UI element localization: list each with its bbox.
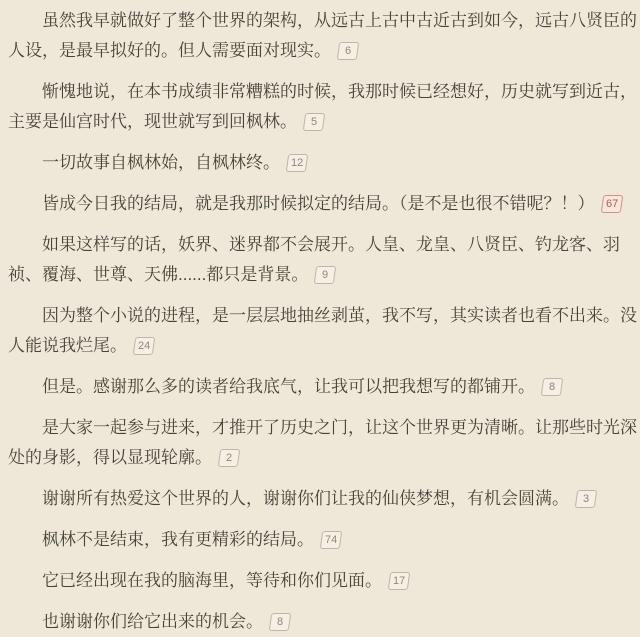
comment-count-badge[interactable] xyxy=(575,490,598,508)
comment-count-badge[interactable] xyxy=(303,113,326,131)
paragraph-list xyxy=(8,6,640,637)
paragraph xyxy=(8,301,640,361)
comment-count-badge[interactable] xyxy=(388,572,411,590)
paragraph xyxy=(8,77,640,137)
paragraph xyxy=(8,189,640,219)
comment-count-value: 5 xyxy=(310,116,318,128)
paragraph xyxy=(8,566,640,596)
comment-count-value: 3 xyxy=(582,493,590,505)
paragraph-text: 但是。感谢那么多的读者给我底气，让我可以把我想写的都铺开。 xyxy=(42,377,535,396)
comment-count-value: 2 xyxy=(225,452,233,464)
comment-count-badge[interactable] xyxy=(218,449,241,467)
paragraph-text: 它已经出现在我的脑海里，等待和你们见面。 xyxy=(42,571,382,590)
comment-count-value: 9 xyxy=(322,269,329,281)
comment-count-value: 67 xyxy=(605,198,618,210)
paragraph xyxy=(8,372,640,402)
paragraph xyxy=(8,230,640,290)
comment-count-badge[interactable] xyxy=(133,337,156,355)
comment-count-value: 74 xyxy=(325,534,338,546)
paragraph-text: 也谢谢你们给它出来的机会。 xyxy=(42,612,263,631)
paragraph-text: 皆成今日我的结局，就是我那时候拟定的结局。（是不是也很不错呢？！） xyxy=(42,194,595,213)
paragraph xyxy=(8,148,640,178)
paragraph xyxy=(8,525,640,555)
comment-count-badge[interactable] xyxy=(314,266,337,284)
comment-count-value: 17 xyxy=(393,575,406,587)
paragraph-text: 一切故事自枫林始，自枫林终。 xyxy=(42,153,280,172)
comment-count-value: 6 xyxy=(344,45,352,57)
paragraph xyxy=(8,413,640,473)
comment-count-value: 8 xyxy=(548,381,556,393)
paragraph xyxy=(8,607,640,637)
paragraph-text: 惭愧地说，在本书成绩非常糟糕的时候，我那时候已经想好，历史就写到近古，主要是仙宫时代，现世就写到回枫林。 xyxy=(8,82,637,131)
comment-count-value: 8 xyxy=(276,616,284,628)
paragraph xyxy=(8,6,640,66)
paragraph-text: 因为整个小说的进程，是一层层地抽丝剥茧，我不写，其实读者也看不出来。没人能说我烂尾。 xyxy=(8,306,637,355)
comment-count-badge[interactable] xyxy=(541,378,564,396)
comment-count-value: 12 xyxy=(291,157,304,169)
comment-count-badge[interactable] xyxy=(337,42,360,60)
paragraph xyxy=(8,484,640,514)
paragraph-text: 虽然我早就做好了整个世界的架构，从远古上古中古近古到如今，远古八贤臣的人设，是最早拟好的。但人需要面对现实。 xyxy=(8,11,637,60)
paragraph-text: 枫林不是结束，我有更精彩的结局。 xyxy=(42,530,314,549)
paragraph-text: 谢谢所有热爱这个世界的人，谢谢你们让我的仙侠梦想，有机会圆满。 xyxy=(42,489,569,508)
paragraph-text: 如果这样写的话，妖界、迷界都不会展开。人皇、龙皇、八贤臣、钓龙客、羽祯、覆海、世尊、天佛......都只是背景。 xyxy=(8,235,620,284)
comment-count-badge[interactable] xyxy=(269,613,292,631)
comment-count-value: 24 xyxy=(138,340,151,352)
comment-count-badge[interactable] xyxy=(600,195,623,213)
comment-count-badge[interactable] xyxy=(286,154,309,172)
comment-count-badge[interactable] xyxy=(320,531,343,549)
paragraph-text: 是大家一起参与进来，才推开了历史之门，让这个世界更为清晰。让那些时光深处的身影，得以显现轮廓。 xyxy=(8,418,637,467)
